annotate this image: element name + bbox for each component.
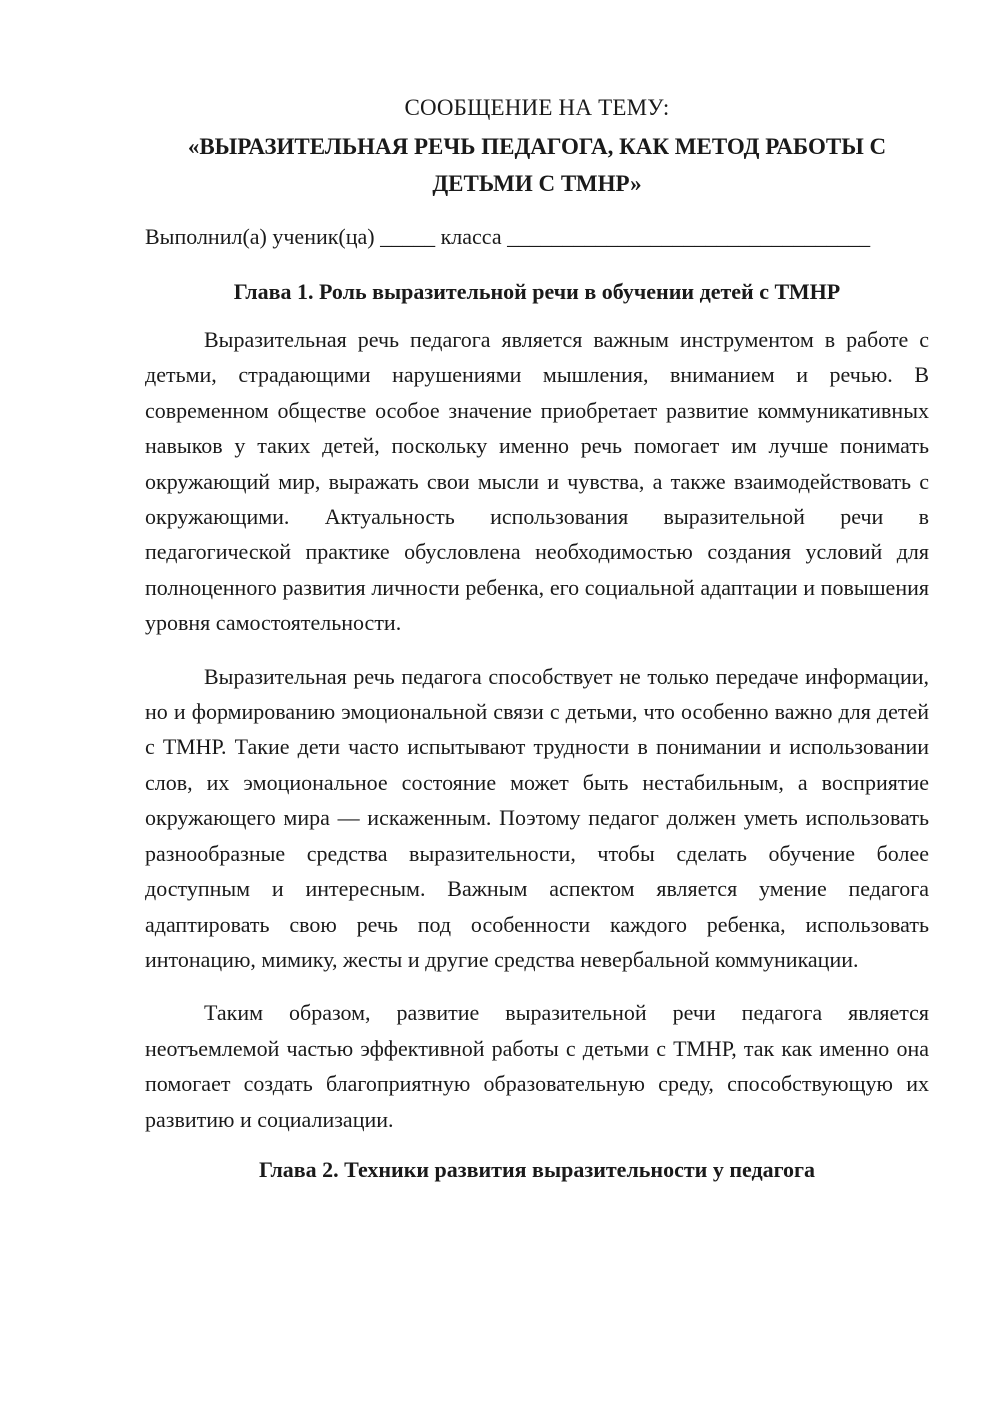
chapter-1-paragraph-2: Выразительная речь педагога способствует не только передаче информации, но и формированию эмоциональной связи с детьми, что особенно важно для детей с ТМНР. Такие дети часто испытывают трудности в понимании и использовании слов, их эмоциональное состояние может быть нестабильным, а восприятие окружающего мира — искаженным. Поэтому педагог должен уметь использовать разнообразные средства выразительности, чтобы сделать обучение более доступным и интересным. Важным аспектом является умение педагога адаптировать свою речь под особенности каждого ребенка, использовать интонацию, мимику, жесты и другие средства невербальной коммуникации.: [145, 663, 929, 972]
document-title: «ВЫРАЗИТЕЛЬНАЯ РЕЧЬ ПЕДАГОГА, КАК МЕТОД РАБОТЫ С ДЕТЬМИ С ТМНР»: [187, 134, 887, 196]
chapter-1-paragraph-3: Таким образом, развитие выразительной речи педагога является неотъемлемой частью эффективной работы с детьми с ТМНР, так как именно она помогает создать благоприятную образовательную среду, способствующую их развитию и социализации.: [145, 1000, 929, 1132]
document-page: [145, 92, 929, 1186]
chapter-1-heading: Глава 1. Роль выразительной речи в обучении детей с ТМНР: [233, 279, 841, 304]
chapter-1-paragraph-1: Выразительная речь педагога является важным инструментом в работе с детьми, страдающими нарушениями мышления, вниманием и речью. В современном обществе особое значение приобретает развитие коммуникативных навыков у таких детей, поскольку именно речь помогает им лучше понимать окружающий мир, выражать свои мысли и чувства, а также взаимодействовать с окружающими. Актуальность использования выразительной речи в педагогической практике обусловлена необходимостью создания условий для полноценного развития личности ребенка, его социальной адаптации и повышения уровня самостоятельности.: [145, 327, 929, 636]
document-type-heading: СООБЩЕНИЕ НА ТЕМУ:: [404, 95, 670, 120]
chapter-2-heading: Глава 2. Техники развития выразительности у педагога: [258, 1156, 816, 1182]
author-line: Выполнил(а) ученик(ца) _____ класса _________________________________: [145, 224, 871, 249]
